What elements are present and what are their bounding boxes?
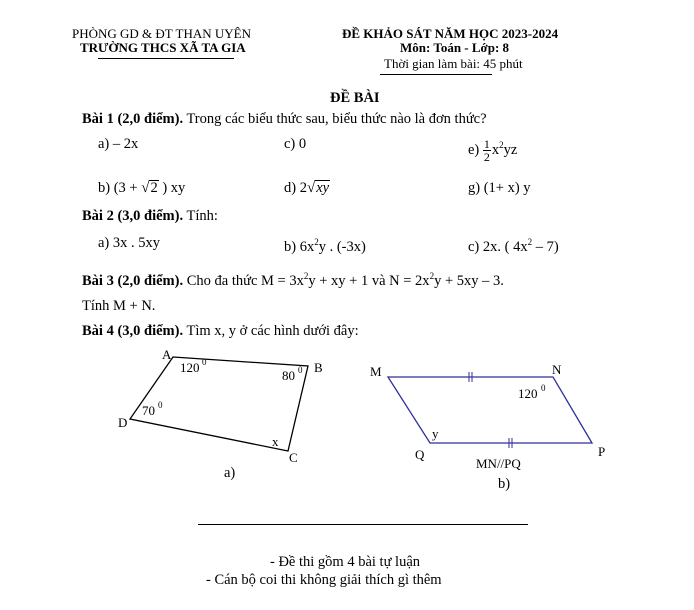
bai2-option-c <box>468 239 559 256</box>
vertex-n-label: N <box>552 362 562 377</box>
department-name: PHÒNG GD & ĐT THAN UYÊN <box>72 26 251 41</box>
bai1-option-b <box>98 180 185 197</box>
angle-b-degree: 0 <box>298 365 303 375</box>
bai1-statement <box>82 111 487 128</box>
figure-b-caption: b) <box>498 476 511 492</box>
bai3-statement <box>82 273 504 290</box>
bai2-label: Bài 2 (3,0 điểm). <box>82 208 184 224</box>
exam-heading: ĐỀ BÀI <box>330 90 380 106</box>
sqrt-icon: √ <box>141 180 150 196</box>
angle-b-value: 80 <box>282 368 295 383</box>
bai3-label: Bài 3 (2,0 điểm). <box>82 273 184 289</box>
trapezoid-mnpq <box>388 377 592 443</box>
figure-a-caption: a) <box>224 465 236 481</box>
bai4-statement <box>82 323 359 340</box>
angle-d-degree: 0 <box>158 400 163 410</box>
bai2-option-a: a) 3x . 5xy <box>98 235 161 251</box>
bai1-d-radicand: xy <box>316 180 330 196</box>
school-name: TRƯỜNG THCS XÃ TA GIA <box>80 40 246 55</box>
exam-title: ĐỀ KHẢO SÁT NĂM HỌC 2023-2024 <box>342 26 559 41</box>
vertex-d-label: D <box>118 415 128 430</box>
bai1-option-c: c) 0 <box>284 136 307 152</box>
vertex-a-label: A <box>162 347 172 362</box>
angle-n-value: 120 <box>518 386 538 401</box>
school-underline <box>98 58 234 59</box>
vertex-b-label: B <box>314 360 323 375</box>
bai1-option-d <box>284 180 330 197</box>
bai3-text-post: y + 5xy – 3. <box>434 273 504 289</box>
bai1-text: Trong các biểu thức sau, biểu thức nào là đơn thức? <box>183 111 487 127</box>
fraction-denominator: 2 <box>483 150 490 164</box>
vertex-m-label: M <box>370 364 382 379</box>
bai1-e-exponent: 2 <box>499 140 504 150</box>
bai1-e-x: x <box>491 141 500 158</box>
figure-a-quadrilateral <box>100 345 330 485</box>
vertex-q-label: Q <box>415 447 425 462</box>
vertex-c-label: C <box>289 450 298 465</box>
bai2-b-exponent: 2 <box>314 237 319 248</box>
bai1-b-prefix: b) (3 + <box>98 180 142 196</box>
parallel-note: MN//PQ <box>476 456 521 471</box>
time-underline <box>380 74 492 75</box>
bai2-c-exponent: 2 <box>527 237 533 248</box>
bai3-exponent-1: 2 <box>303 271 309 282</box>
bai1-e-yz: yz <box>503 141 518 158</box>
bai1-option-a: a) – 2x <box>98 136 139 152</box>
angle-d-value: 70 <box>142 403 155 418</box>
exam-time: Thời gian làm bài: 45 phút <box>384 56 523 71</box>
sqrt-icon: √ <box>306 180 316 196</box>
bai2-c-pre: c) 2x. ( 4x <box>468 239 528 255</box>
fraction-one-half <box>483 138 491 163</box>
bai1-d-prefix: d) 2 <box>284 180 307 196</box>
bai3-text-pre: Cho đa thức M = 3x <box>183 273 304 289</box>
bai2-c-post: – 7) <box>532 239 559 255</box>
angle-a-value: 120 <box>180 360 200 375</box>
bai1-e-prefix: e) <box>468 141 480 158</box>
bai3-line2: Tính M + N. <box>82 298 156 314</box>
bai1-b-radicand: 2 <box>150 180 158 196</box>
figure-b-trapezoid <box>360 352 630 492</box>
bai1-b-suffix: ) xy <box>158 180 186 196</box>
bai2-statement <box>82 208 218 225</box>
vertex-p-label: P <box>598 444 606 459</box>
bai3-exponent-2: 2 <box>429 271 435 282</box>
subject-grade: Môn: Toán - Lớp: 8 <box>400 40 510 55</box>
angle-n-degree: 0 <box>541 383 546 393</box>
bai2-option-b <box>284 239 366 256</box>
bai4-label: Bài 4 (3,0 điểm). <box>82 323 184 339</box>
angle-q-y-label: y <box>432 426 439 441</box>
bai1-option-e <box>468 138 517 163</box>
bai2-text: Tính: <box>183 208 218 224</box>
footer-line2: - Cán bộ coi thi không giải thích gì thêm <box>206 572 442 588</box>
bai2-b-post: y . (-3x) <box>318 239 366 255</box>
angle-a-degree: 0 <box>202 357 207 367</box>
bai1-option-g: g) (1+ x) y <box>468 180 531 196</box>
fraction-numerator: 1 <box>483 137 490 151</box>
footer-line1: - Đề thi gồm 4 bài tự luận <box>270 554 421 570</box>
angle-c-x-label: x <box>272 434 279 449</box>
bai4-text: Tìm x, y ở các hình dưới đây: <box>183 323 359 339</box>
footer-divider <box>198 524 528 525</box>
bai3-text-mid: y + xy + 1 và N = 2x <box>308 273 430 289</box>
bai1-label: Bài 1 (2,0 điểm). <box>82 111 184 127</box>
bai2-b-pre: b) 6x <box>284 239 315 255</box>
